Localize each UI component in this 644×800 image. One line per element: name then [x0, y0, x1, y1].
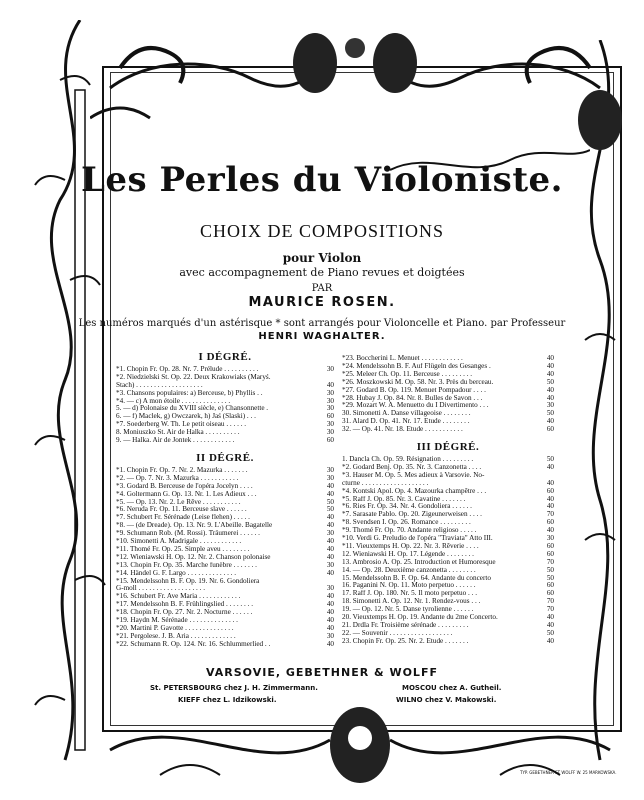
asterisk-note: Les numéros marqués d'un astérisque * sont arrangés pour Violoncelle et Piano. par Professeur: [78, 318, 566, 329]
piece-title: *14. Händel G. F. Largo . . . . . . . . . . . . . .: [116, 569, 237, 577]
piece-title: 9. — Halka. Air de Jontek . . . . . . . . . . . .: [116, 437, 235, 445]
piece-price: 40: [326, 514, 334, 522]
grade-heading-3: III DÉGRÉ.: [416, 441, 480, 454]
list-item: [342, 503, 554, 511]
piece-price: 70: [546, 558, 554, 566]
piece-title: *3. Godard B. Berceuse de l'opéra Jocelyn . . . .: [116, 482, 253, 490]
piece-title: *13. Chopin Fr. Op. 35. Marche funèbre . . . . . . .: [116, 561, 257, 569]
list-item: [116, 437, 334, 445]
piece-title: *11. Thomé Fr. Op. 25. Simple aveu . . . . . . . .: [116, 545, 250, 553]
piece-title: 12. Wieniawski H. Op. 17. Légende . . . . . . . .: [342, 550, 474, 558]
list-item: [342, 606, 554, 614]
grade-heading-1: I DÉGRÉ.: [198, 351, 252, 363]
subtitle: CHOIX DE COMPOSITIONS: [199, 221, 444, 241]
piece-title: 17. Raff J. Op. 180. Nr. 5. Il moto perpetuo . . .: [342, 590, 478, 598]
piece-title: *4. Goltermann G. Op. 13. Nr. 1. Les Adieux . . .: [116, 490, 257, 498]
list-item: [342, 488, 554, 496]
piece-title: 15. Mendelssohn B. F. Op. 64. Andante du concerto: [342, 574, 491, 582]
list-item: [116, 522, 334, 530]
piece-price: 50: [326, 498, 334, 506]
piece-price: 40: [326, 609, 334, 617]
list-item: [116, 585, 334, 593]
piece-price: 40: [326, 522, 334, 530]
piece-price: 70: [546, 598, 554, 606]
list-item: [342, 426, 554, 434]
list-item: [342, 519, 554, 527]
piece-title: *4. — c) A mon étoile . . . . . . . . . . . . . .: [116, 397, 231, 405]
piece-price: 40: [326, 593, 334, 601]
list-item: [116, 633, 334, 641]
list-item: [116, 483, 334, 491]
list-item: [342, 575, 554, 583]
list-item: [342, 464, 554, 472]
piece-title: 13. Ambrosio A. Op. 25. Introduction et Humoresque: [342, 558, 496, 566]
piece-price: [308, 578, 334, 586]
piece-price: 40: [546, 362, 554, 370]
location-wilno: WILNO chez V. Makowski.: [396, 696, 497, 704]
piece-price: 50: [546, 455, 554, 463]
piece-title: *1. Chopin Fr. Op. 7. Nr. 2. Mazurka . . . . . . .: [116, 466, 248, 474]
page-title: Les Perles du Violoniste.: [81, 160, 563, 200]
piece-price: 40: [326, 625, 334, 632]
piece-price: 30: [326, 429, 334, 437]
piece-title: *23. Boccherini L. Menuet . . . . . . . . . . . .: [342, 355, 463, 362]
list-item: [116, 641, 334, 649]
list-item: [116, 506, 334, 514]
piece-price: 40: [326, 490, 334, 498]
list-item: [342, 379, 554, 387]
list-item: [342, 543, 554, 551]
piece-title: 6. — f) Maclek, g) Owczarek, h) Jaś (Slaski) . . .: [116, 413, 256, 421]
piece-price: 40: [326, 553, 334, 561]
list-item: [342, 551, 554, 559]
piece-title: 22. — Souvenir . . . . . . . . . . . . . . . . . .: [342, 629, 453, 637]
list-item: [116, 530, 334, 538]
piece-price: 30: [326, 632, 334, 640]
arranger-name: HENRI WAGHALTER.: [258, 331, 386, 342]
composer-name: MAURICE ROSEN.: [248, 295, 396, 310]
list-item: [116, 538, 334, 546]
piece-price: 40: [546, 394, 554, 402]
list-item: [116, 398, 334, 406]
piece-price: 40: [546, 355, 554, 362]
piece-price: 40: [326, 482, 334, 490]
piece-title: *28. Hubay J. Op. 84. Nr. 8. Bulles de Savon . . .: [342, 394, 483, 402]
list-item: [116, 429, 334, 437]
piece-title: *21. Pergolese. J. B. Aria . . . . . . . . . . . . .: [116, 632, 236, 640]
accompaniment-line: avec accompagnement de Piano revues et doigtées: [179, 266, 465, 279]
list-item: [116, 405, 334, 413]
piece-price: 40: [326, 545, 334, 553]
piece-title: *20. Martini P. Gavotte . . . . . . . . . . . . . .: [116, 625, 234, 632]
list-item: [342, 496, 554, 504]
left-column: [116, 350, 334, 649]
piece-price: 50: [546, 629, 554, 637]
piece-title: *2. Niedzielski St. Op. 22. Deux Krakowiaks (Maryś.: [116, 373, 271, 381]
piece-title: *25. Meleer Ch. Op. 11. Berceuse . . . . . . . . .: [342, 370, 473, 378]
list-item: [342, 590, 554, 598]
list-item: [116, 617, 334, 625]
list-item: [116, 499, 334, 507]
piece-title: *7. Soederberg W. Th. Le petit oiseau . . . . . .: [116, 421, 247, 429]
piece-price: 30: [326, 421, 334, 429]
piece-title: *3. Hauser M. Op. 5. Mes adieux à Varsovie. No-: [342, 471, 485, 479]
piece-price: 40: [546, 418, 554, 426]
list-item: [342, 410, 554, 418]
instrument-line: pour Violon: [282, 251, 362, 265]
list-item: [116, 366, 334, 374]
list-item: [116, 374, 334, 382]
list-item: [116, 413, 334, 421]
printer-imprint: TYP. GEBETHNER ET WOLFF W. 25 MARKOWSKA.: [520, 770, 617, 775]
piece-title: *6. Neruda Fr. Op. 11. Berceuse slave . . . . . .: [116, 506, 247, 514]
piece-title: *15. Mendelssohn B. F. Op. 19. Nr. 6. Gondoliera: [116, 577, 260, 585]
piece-title: *2. — Op. 7. Nr. 3. Mazurka . . . . . . . . . . .: [116, 474, 239, 482]
piece-title: 21. Drdla Fr. Troisième sérénade . . . . . . . . .: [342, 622, 469, 629]
piece-price: 60: [546, 582, 554, 590]
list-item: [342, 630, 554, 638]
piece-price: 30: [326, 474, 334, 482]
piece-price: 40: [546, 463, 554, 471]
piece-title: Stach) . . . . . . . . . . . . . . . . . . .: [116, 381, 203, 389]
publisher-name: VARSOVIE, GEBETHNER & WOLFF: [206, 666, 438, 679]
list-item: [342, 387, 554, 395]
piece-price: 40: [546, 386, 554, 394]
piece-title: *2. Godard Benj. Op. 35. Nr. 3. Canzonetta . . . .: [342, 463, 482, 471]
piece-title: *7. Sarasate Pablo. Op. 20. Zigeunerweisen . . . .: [342, 511, 482, 519]
list-item: [116, 570, 334, 578]
piece-price: 40: [326, 538, 334, 546]
grade3-list: [342, 456, 554, 646]
piece-title: *6. Ries Fr. Op. 34. Nr. 4. Gondoliera . . . . . .: [342, 503, 472, 511]
location-kieff: KIEFF chez L. Idzikowski.: [178, 696, 277, 704]
piece-title: *24. Mendelssohn B. F. Auf Flügeln des Gesanges .: [342, 362, 491, 370]
piece-title: cturne . . . . . . . . . . . . . . . . . . .: [342, 479, 429, 487]
piece-title: *26. Moszkowski M. Op. 58. Nr. 3. Près du berceau.: [342, 378, 494, 386]
piece-price: 60: [326, 413, 334, 421]
bottom-ornament: [100, 690, 620, 790]
piece-price: 30: [546, 535, 554, 543]
list-item: [342, 598, 554, 606]
piece-price: 50: [546, 574, 554, 582]
list-item: [342, 371, 554, 379]
list-item: [116, 421, 334, 429]
piece-title: *9. Schumann Rob. (M. Rossi). Träumerei . . . . . .: [116, 530, 260, 538]
piece-title: *17. Mendelssohn B. F. Frühlingslied . . . . . . . .: [116, 601, 253, 609]
list-item: [116, 625, 334, 633]
list-item: [342, 402, 554, 410]
piece-title: *10. Simonetti A. Madrigale . . . . . . . . . . . .: [116, 538, 242, 546]
piece-price: 40: [326, 640, 334, 648]
list-item: [342, 559, 554, 567]
piece-title: *18. Chopin Fr. Op. 27. Nr. 2. Nocturne . . . . . .: [116, 609, 253, 617]
piece-title: *12. Wieniawski H. Op. 12. Nr. 2. Chanson polonaise: [116, 553, 271, 561]
list-item: [342, 527, 554, 535]
list-item: [116, 578, 334, 586]
list-item: [342, 638, 554, 646]
piece-price: 30: [326, 365, 334, 373]
par-label: PAR: [311, 283, 333, 294]
piece-title: G-moll . . . . . . . . . . . . . . . . . . .: [116, 585, 206, 593]
piece-price: 30: [326, 397, 334, 405]
piece-title: *7. Schubert Fr. Sérénade (Leise flehen) . . . . .: [116, 514, 250, 522]
piece-price: 40: [546, 527, 554, 535]
list-item: [342, 363, 554, 371]
piece-price: 40: [546, 622, 554, 629]
grade2-continued-list: [342, 355, 554, 434]
list-item: [116, 593, 334, 601]
piece-price: 40: [326, 601, 334, 609]
list-item: [342, 622, 554, 630]
list-item: [116, 491, 334, 499]
piece-price: 70: [546, 606, 554, 614]
list-item: [342, 614, 554, 622]
piece-price: [530, 472, 554, 480]
piece-price: [308, 374, 334, 382]
list-item: [342, 456, 554, 464]
piece-title: *8. Svendsen I. Op. 26. Romance . . . . . . . . .: [342, 519, 471, 527]
list-item: [116, 609, 334, 617]
right-column: [342, 355, 554, 646]
list-item: [116, 562, 334, 570]
piece-price: 40: [546, 637, 554, 645]
piece-title: *29. Mozart W. A. Menuetto du I Divertimento . . .: [342, 402, 489, 410]
piece-price: 40: [326, 381, 334, 389]
piece-price: 30: [546, 402, 554, 410]
piece-title: 31. Alard D. Op. 41. Nr. 17. Étude . . . . . . . .: [342, 418, 470, 426]
list-item: [116, 554, 334, 562]
piece-title: *19. Haydn M. Sérénade . . . . . . . . . . . . . .: [116, 617, 238, 625]
piece-title: *16. Schubert Fr. Ave Maria . . . . . . . . . . . .: [116, 593, 241, 601]
piece-price: 60: [546, 590, 554, 598]
piece-title: 19. — Op. 12. Nr. 5. Danse tyrolienne . . . . . .: [342, 606, 474, 614]
piece-price: 60: [546, 426, 554, 434]
piece-title: *5. Raff J. Op. 85. Nr. 3. Cavatine . . . . . . .: [342, 495, 466, 503]
piece-title: 16. Paganini N. Op. 11. Moto perpetuo . . . . . .: [342, 582, 476, 590]
piece-price: 30: [326, 561, 334, 569]
piece-title: *27. Godard B. Op. 119. Menuet Pompadour . . . .: [342, 386, 486, 394]
piece-title: *4. Kontski Apol. Op. 4. Mazourka champêtre . . .: [342, 487, 487, 495]
top-ornament: [90, 18, 620, 128]
list-item: [342, 480, 554, 488]
piece-title: *5. — Op. 13. Nr. 2. Le Rêve . . . . . . . . . . .: [116, 498, 241, 506]
list-item: [116, 382, 334, 390]
list-item: [116, 467, 334, 475]
piece-title: *8. — (de Dreade). Op. 13. Nr. 9. L'Abeille. Bagatelle: [116, 522, 273, 530]
piece-price: 30: [326, 389, 334, 397]
piece-price: 40: [546, 370, 554, 378]
piece-price: 30: [326, 585, 334, 593]
piece-title: 20. Vieuxtemps H. Op. 19. Andante du 2me Concerto.: [342, 614, 498, 622]
piece-price: 40: [326, 569, 334, 577]
list-item: [116, 546, 334, 554]
list-item: [116, 475, 334, 483]
list-item: [342, 567, 554, 575]
list-item: [116, 601, 334, 609]
piece-title: 5. — d) Polonaise du XVIII siècle, e) Chansonnette .: [116, 405, 269, 413]
piece-price: 30: [326, 405, 334, 413]
piece-price: 30: [326, 530, 334, 538]
piece-price: 60: [546, 519, 554, 527]
grade-heading-2: II DÉGRÉ.: [196, 451, 254, 464]
piece-price: 30: [326, 466, 334, 474]
piece-price: 50: [326, 506, 334, 514]
piece-price: 60: [546, 487, 554, 495]
grade2-list: [116, 467, 334, 649]
list-item: [342, 582, 554, 590]
piece-title: *1. Chopin Fr. Op. 28. Nr. 7. Prélude . . . . . . . . . .: [116, 365, 259, 373]
piece-title: 18. Simonetti A. Op. 12. Nr. 1. Rendez-vous . . .: [342, 598, 481, 606]
piece-title: 23. Chopin Fr. Op. 25. Nr. 2. Étude . . . . . . .: [342, 637, 469, 645]
list-item: [342, 395, 554, 403]
piece-title: 30. Simonetti A. Danse villageoise . . . . . . . .: [342, 410, 471, 418]
piece-price: 50: [546, 566, 554, 574]
list-item: [116, 390, 334, 398]
list-item: [342, 355, 554, 363]
grade1-list: [116, 366, 334, 445]
piece-title: 14. — Op. 28. Deuxième canzonetta . . . . . . . .: [342, 566, 476, 574]
piece-price: 60: [326, 437, 334, 445]
list-item: [342, 535, 554, 543]
location-moscou: MOSCOU chez A. Gutheil.: [402, 684, 502, 692]
piece-price: 40: [546, 495, 554, 503]
piece-title: *9. Thomé Fr. Op. 70. Andante religioso . . . . .: [342, 527, 477, 535]
piece-title: *22. Schumann R. Op. 124. Nr. 16. Schlummerlied . .: [116, 640, 271, 648]
list-item: [342, 511, 554, 519]
location-stpetersbourg: St. PETERSBOURG chez J. H. Zimmermann.: [150, 684, 318, 692]
list-item: [342, 418, 554, 426]
piece-title: 1. Dancla Ch. Op. 59. Résignation . . . . . . . . .: [342, 455, 474, 463]
piece-price: 70: [546, 511, 554, 519]
list-item: [116, 514, 334, 522]
piece-price: 60: [546, 542, 554, 550]
piece-title: *11. Vieuxtemps H. Op. 22. Nr. 3. Rêverie . . . .: [342, 542, 479, 550]
piece-price: 40: [546, 479, 554, 487]
piece-price: 60: [546, 550, 554, 558]
piece-title: 8. Moniuszko St. Air de Halka . . . . . . . . . .: [116, 429, 240, 437]
piece-title: *3. Chansons populaires: a) Berceuse, b) Phyllis . .: [116, 389, 263, 397]
piece-price: 50: [546, 410, 554, 418]
piece-price: 40: [546, 614, 554, 622]
list-item: [342, 472, 554, 480]
piece-price: 40: [546, 503, 554, 511]
piece-title: *10. Verdi G. Preludio de l'opéra "Traviata" Atto III.: [342, 535, 493, 543]
piece-price: 50: [546, 378, 554, 386]
piece-price: 40: [326, 617, 334, 625]
piece-title: 32. — Op. 41. Nr. 18. Étude . . . . . . . . . . .: [342, 426, 463, 434]
